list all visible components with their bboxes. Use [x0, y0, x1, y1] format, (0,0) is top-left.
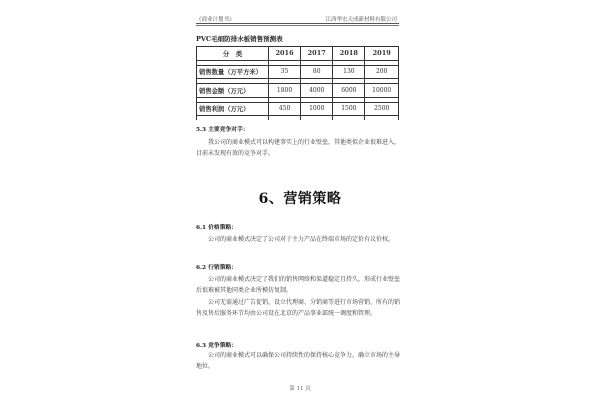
table-cell: 35 — [269, 65, 301, 79]
table-cell: 6000 — [333, 84, 365, 98]
table-cell: 2500 — [365, 102, 399, 116]
table-cell: 200 — [365, 65, 399, 79]
section-heading-pricing: 6.1 价格策略： — [196, 225, 238, 231]
table-cell: 450 — [269, 102, 301, 116]
table-row-sales-amount — [197, 84, 399, 98]
table-row-sales-volume — [197, 65, 399, 79]
header-company-name: 江西华宏天成新材料有限公司 — [325, 17, 397, 23]
row-label: 销售金额（万元） — [197, 84, 269, 98]
table-header-row — [197, 47, 399, 61]
table-header-category: 分 类 — [197, 47, 269, 61]
table-cell: 1000 — [301, 102, 333, 116]
paragraph-competitors: 我公司的商业模式可以构建事实上的行业壁垒，其他类似企业很难进入，目前未发现有效的竞争对手。 — [196, 139, 401, 157]
section-heading-competitors: 5.3 主要竞争对手： — [196, 127, 249, 133]
row-label: 销售利润（万元） — [197, 102, 269, 116]
table-header-2017: 2017 — [301, 47, 333, 61]
header-document-title: 《商业计划书》 — [196, 17, 235, 23]
table-title: PVC毛细防排水板销售预测表 — [196, 35, 283, 43]
table-row-sales-profit — [197, 102, 399, 116]
page-number: 第 11 页 — [289, 386, 311, 392]
section-heading-competition: 6.3 竞争策略： — [196, 343, 238, 349]
table-header-2019: 2019 — [365, 47, 399, 61]
table-header-2018: 2018 — [333, 47, 365, 61]
table-cell: 10000 — [365, 84, 399, 98]
table-spacer — [197, 116, 399, 121]
paragraph-marketing-1: 公司的商业模式决定了我们的销售网络和渠道稳定且持久，形成行业壁垒后很难被其他同类企业所模仿复制。 — [196, 276, 401, 294]
table-cell: 1500 — [333, 102, 365, 116]
table-cell: 4000 — [301, 84, 333, 98]
table-cell: 130 — [333, 65, 365, 79]
row-label: 销售数量（万平方米） — [197, 65, 269, 79]
paragraph-marketing-2: 公司无需通过广告促销，设立代理商、分销商等进行市场营销，所有的销售及售后服务环节均由公司设在北京的产品事业部统一调度和管理。 — [196, 299, 401, 317]
header-rule — [196, 23, 399, 24]
header-rule-thin — [196, 25, 399, 26]
paragraph-pricing: 公司的商业模式决定了公司对于主力产品在终端市场的定价有议价权。 — [208, 236, 395, 243]
section-heading-marketing: 6.2 行销策略： — [196, 265, 238, 271]
table-cell: 80 — [301, 65, 333, 79]
table-header-2016: 2016 — [269, 47, 301, 61]
paragraph-competition: 公司的商业模式可以确保公司持续性的保持核心竞争力，确立市场的主导地位。 — [196, 352, 401, 370]
chapter-title: 6、营销策略 — [258, 191, 342, 207]
sales-forecast-table — [196, 46, 399, 120]
table-cell: 1800 — [269, 84, 301, 98]
